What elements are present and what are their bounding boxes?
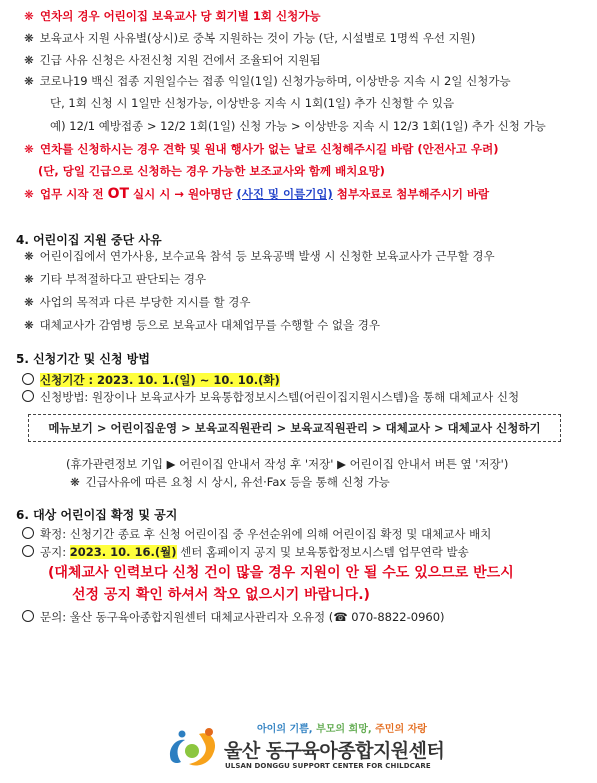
- application-period: 신청기간 : 2023. 10. 1.(일) ~ 10. 10.(화): [22, 372, 280, 388]
- circle-bullet-icon: [22, 610, 34, 622]
- asterism-icon: ❋: [24, 53, 34, 67]
- notice-line-7: ❋ 연차를 신청하시는 경우 견학 및 원내 행사가 없는 날로 신청해주시길 바람 (안전사고 우려): [22, 141, 499, 157]
- notice-line-2: ❋ 보육교사 지원 사유별(상시)로 중복 지원하는 것이 가능 (단, 시설별로 1명씩 우선 지원): [22, 30, 475, 46]
- application-note: (휴가관련정보 기입 ▶ 어린이집 안내서 작성 후 '저장' ▶ 어린이집 안내서 버튼 옆 '저장'): [66, 457, 509, 471]
- announce-line: 공지: 2023. 10. 16.(월) 센터 홈페이지 공지 및 보육통합정보시스템 업무연락 발송: [22, 544, 469, 560]
- circle-bullet-icon: [22, 527, 34, 539]
- contact-line: 문의: 울산 동구육아종합지원센터 대체교사관리자 오유정 (☎ 070-8822-0960): [22, 609, 445, 625]
- circle-bullet-icon: [22, 545, 34, 557]
- notice-line-3: ❋ 긴급 사유 신청은 사전신청 지원 건에서 조율되어 지원됨: [22, 52, 321, 68]
- notice-line-6: 예) 12/1 예방접종 > 12/2 1회(1일) 신청 가능 > 이상반응 지속 시 12/3 1회(1일) 추가 신청 가능: [50, 119, 546, 133]
- confirm-line: 확정: 신청기간 종료 후 신청 어린이집 중 우선순위에 의해 어린이집 확정 및 대체교사 배치: [22, 526, 491, 542]
- warning-line-1: (대체교사 인력보다 신청 건이 많을 경우 지원이 안 될 수도 있으므로 반드시: [48, 565, 514, 581]
- asterism-icon: ❋: [70, 475, 80, 489]
- center-name: 울산 동구육아종합지원센터: [224, 740, 445, 762]
- circle-bullet-icon: [22, 390, 34, 402]
- asterism-icon: ❋: [24, 295, 34, 309]
- notice-line-5: 단, 1회 신청 시 1일만 신청가능, 이상반응 지속 시 1회(1일) 추가 신청할 수 있음: [50, 96, 455, 110]
- circle-bullet-icon: [22, 373, 34, 385]
- section-4-item: ❋ 사업의 목적과 다른 부당한 지시를 할 경우: [22, 294, 250, 310]
- asterism-icon: ❋: [24, 31, 34, 45]
- section-5-title: 5. 신청기간 및 신청 방법: [16, 352, 150, 366]
- section-6-title: 6. 대상 어린이집 확정 및 공지: [16, 508, 178, 522]
- section-4-item: ❋ 어린이집에서 연가사용, 보수교육 참석 등 보육공백 발생 시 신청한 보육교사가 근무할 경우: [22, 248, 495, 264]
- application-method: 신청방법: 원장이나 보육교사가 보육통합정보시스템(어린이집지원시스템)을 통해 대체교사 신청: [22, 389, 519, 405]
- center-name-english: ULSAN DONGGU SUPPORT CENTER FOR CHILDCARE: [225, 762, 431, 770]
- logo-mark-icon: [165, 724, 223, 774]
- asterism-icon: ❋: [24, 142, 34, 156]
- logo-tagline: 아이의 기쁨, 부모의 희망, 주민의 자랑: [257, 724, 427, 735]
- asterism-icon: ❋: [24, 9, 34, 23]
- emergency-note: ❋ 긴급사유에 따른 요청 시 상시, 유선·Fax 등을 통해 신청 가능: [68, 474, 390, 490]
- warning-line-2: 선정 공지 확인 하셔서 착오 없으시기 바랍니다.): [72, 587, 370, 603]
- menu-path-box: [28, 414, 561, 442]
- menu-path: 메뉴보기 > 어린이집운영 > 보육교직원관리 > 보육교직원관리 > 대체교사 > 대체교사 신청하기: [48, 421, 541, 435]
- section-4-item: ❋ 대체교사가 감염병 등으로 보육교사 대체업무를 수행할 수 없을 경우: [22, 317, 380, 333]
- asterism-icon: ❋: [24, 249, 34, 263]
- notice-line-1: ❋ 연차의 경우 어린이집 보육교사 당 회기별 1회 신청가능: [22, 8, 320, 24]
- asterism-icon: ❋: [24, 272, 34, 286]
- photo-name-note: (사진 및 이름기입): [236, 187, 333, 201]
- section-4-item: ❋ 기타 부적절하다고 판단되는 경우: [22, 271, 206, 287]
- notice-line-9: ❋ 업무 시작 전 OT 실시 시 → 원아명단 (사진 및 이름기입) 첨부자료로 첨부해주시기 바람: [22, 186, 489, 202]
- notice-line-8: (단, 당일 긴급으로 신청하는 경우 가능한 보조교사와 함께 배치요망): [38, 164, 385, 178]
- notice-line-4: ❋ 코로나19 백신 접종 지원일수는 접종 익일(1일) 신청가능하며, 이상반응 지속 시 2일 신청가능: [22, 73, 511, 89]
- center-logo: [165, 718, 445, 778]
- section-4-title: 4. 어린이집 지원 중단 사유: [16, 233, 162, 247]
- asterism-icon: ❋: [24, 74, 34, 88]
- asterism-icon: ❋: [24, 318, 34, 332]
- asterism-icon: ❋: [24, 187, 34, 201]
